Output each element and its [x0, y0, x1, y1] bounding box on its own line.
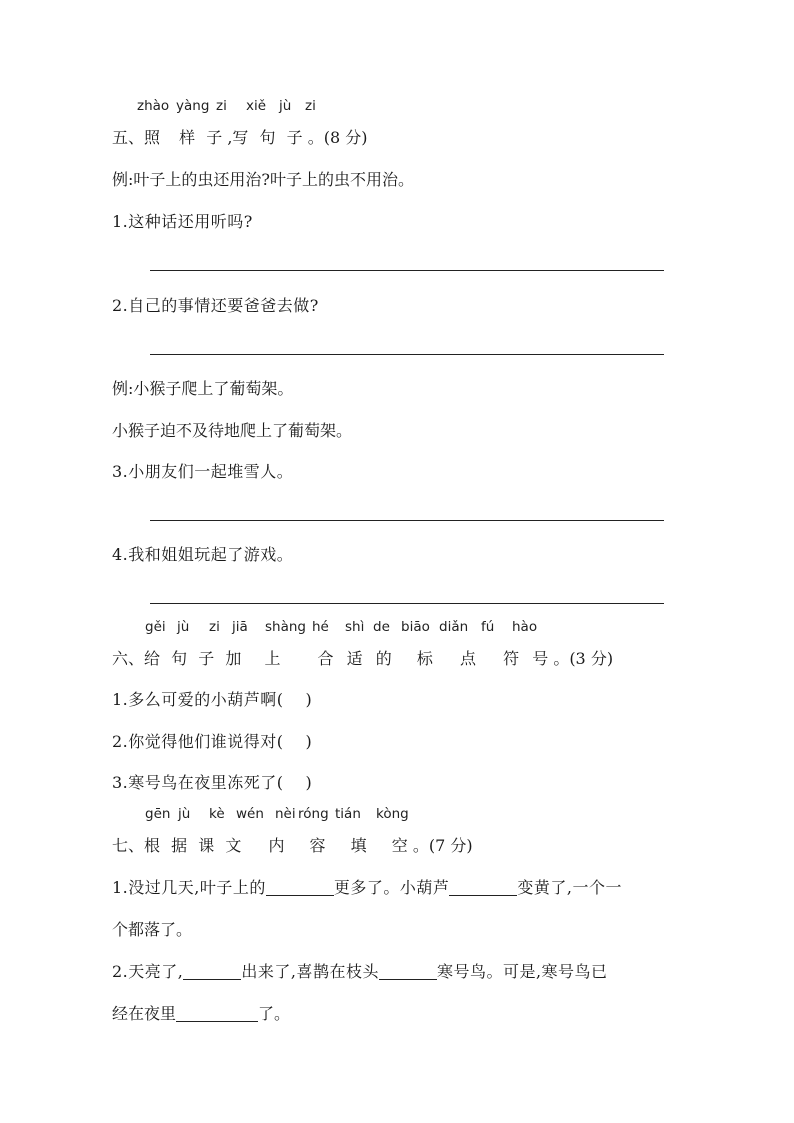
title-part: 合 — [317, 649, 334, 668]
section-6-title — [112, 649, 613, 669]
question-7-2-line-2 — [112, 1004, 290, 1024]
title-part: 的 — [375, 649, 392, 668]
title-part: ,写 — [227, 128, 249, 147]
title-part: 子 — [198, 649, 215, 668]
pinyin-ke: kè — [209, 806, 225, 822]
example-2-b: 小猴子迫不及待地爬上了葡萄架。 — [112, 421, 353, 440]
answer-line-5-3[interactable] — [150, 520, 664, 521]
title-part: 标 — [416, 649, 433, 668]
title-part: 点 — [459, 649, 476, 668]
fill-blank-7-2-b[interactable] — [379, 963, 437, 980]
title-part: 五、照 — [112, 128, 161, 147]
answer-line-5-4[interactable] — [150, 603, 664, 604]
example-1: 例:叶子上的虫还用治?叶子上的虫不用治。 — [112, 170, 414, 189]
title-part: 子 — [206, 128, 223, 147]
title-part: 内 — [268, 836, 285, 855]
title-part: 号 — [532, 649, 549, 668]
question-7-2-line-1 — [112, 962, 608, 982]
pinyin-gei: gěi — [145, 619, 166, 635]
question-5-4: 4.我和姐姐玩起了游戏。 — [112, 545, 294, 564]
pinyin-zi: zi — [216, 98, 227, 114]
pinyin-fu: fú — [481, 619, 495, 635]
pinyin-nei: nèi — [275, 806, 296, 822]
question-7-1-line-2: 个都落了。 — [112, 920, 193, 939]
question-text: 2.你觉得他们谁说得对( — [112, 732, 284, 751]
answer-line-5-1[interactable] — [150, 270, 664, 271]
title-part: 填 — [350, 836, 367, 855]
fill-blank-7-2-a[interactable] — [183, 963, 241, 980]
pinyin-tian: tián — [335, 806, 361, 822]
answer-paren-6-3[interactable]: ) — [305, 773, 313, 792]
question-5-3: 3.小朋友们一起堆雪人。 — [112, 462, 294, 481]
title-part: 。(8 分) — [307, 128, 368, 147]
question-7-1-line-1 — [112, 878, 622, 898]
title-part: 容 — [309, 836, 326, 855]
answer-paren-6-2[interactable]: ) — [305, 732, 313, 751]
pinyin-jia: jiā — [232, 619, 248, 635]
question-6-1 — [112, 690, 312, 710]
pinyin-he: hé — [312, 619, 329, 635]
title-part: 七、根 — [112, 836, 161, 855]
pinyin-zi: zi — [209, 619, 220, 635]
fill-blank-7-2-c[interactable] — [176, 1005, 258, 1022]
title-part: 符 — [503, 649, 520, 668]
title-part: 样 — [179, 128, 196, 147]
pinyin-yang: yàng — [176, 98, 210, 114]
title-part: 六、给 — [112, 649, 161, 668]
title-part: 适 — [346, 649, 363, 668]
pinyin-shang: shàng — [265, 619, 306, 635]
fill-blank-7-1-a[interactable] — [266, 879, 334, 896]
question-6-3 — [112, 773, 312, 793]
title-part: 据 — [171, 836, 188, 855]
pinyin-zi-2: zi — [305, 98, 316, 114]
title-part: 加 — [225, 649, 242, 668]
title-part: 。(7 分) — [412, 836, 473, 855]
pinyin-kong: kòng — [376, 806, 409, 822]
question-text: 2.天亮了, — [112, 962, 184, 981]
answer-line-5-2[interactable] — [150, 354, 664, 355]
pinyin-dian: diǎn — [439, 619, 469, 635]
answer-paren-6-1[interactable]: ) — [305, 690, 313, 709]
title-part: 句 — [259, 128, 276, 147]
question-text: 变黄了,一个一 — [517, 878, 622, 897]
pinyin-ju: jù — [279, 98, 292, 114]
title-part: 句 — [171, 649, 188, 668]
question-text: 1.没过几天,叶子上的 — [112, 878, 266, 897]
question-5-2: 2.自己的事情还要爸爸去做? — [112, 296, 319, 315]
title-part: 。(3 分) — [553, 649, 614, 668]
question-text: 1.多么可爱的小葫芦啊( — [112, 690, 284, 709]
pinyin-zhao: zhào — [137, 98, 170, 114]
title-part: 子 — [286, 128, 303, 147]
pinyin-ju: jù — [178, 806, 191, 822]
section-5-title — [112, 128, 368, 148]
title-part: 空 — [391, 836, 408, 855]
question-text: 出来了,喜鹊在枝头 — [241, 962, 379, 981]
pinyin-ju: jù — [177, 619, 190, 635]
question-text: 寒号鸟。可是,寒号鸟已 — [436, 962, 608, 981]
title-part: 课 — [198, 836, 215, 855]
question-5-1: 1.这种话还用听吗? — [112, 212, 253, 231]
question-text: 经在夜里 — [112, 1004, 177, 1023]
pinyin-biao: biāo — [401, 619, 430, 635]
pinyin-gen: gēn — [145, 806, 171, 822]
pinyin-shi: shì — [345, 619, 365, 635]
question-6-2 — [112, 732, 312, 752]
title-part: 文 — [225, 836, 242, 855]
example-2-a: 例:小猴子爬上了葡萄架。 — [112, 379, 294, 398]
pinyin-xie: xiě — [246, 98, 267, 114]
pinyin-de: de — [373, 619, 390, 635]
question-text: 了。 — [258, 1004, 291, 1023]
section-7-title — [112, 836, 473, 856]
pinyin-hao: hào — [512, 619, 538, 635]
pinyin-rong: róng — [298, 806, 329, 822]
question-text: 3.寒号鸟在夜里冻死了( — [112, 773, 284, 792]
fill-blank-7-1-b[interactable] — [449, 879, 517, 896]
title-part: 上 — [264, 649, 281, 668]
pinyin-wen: wén — [236, 806, 264, 822]
question-text: 更多了。小葫芦 — [333, 878, 450, 897]
